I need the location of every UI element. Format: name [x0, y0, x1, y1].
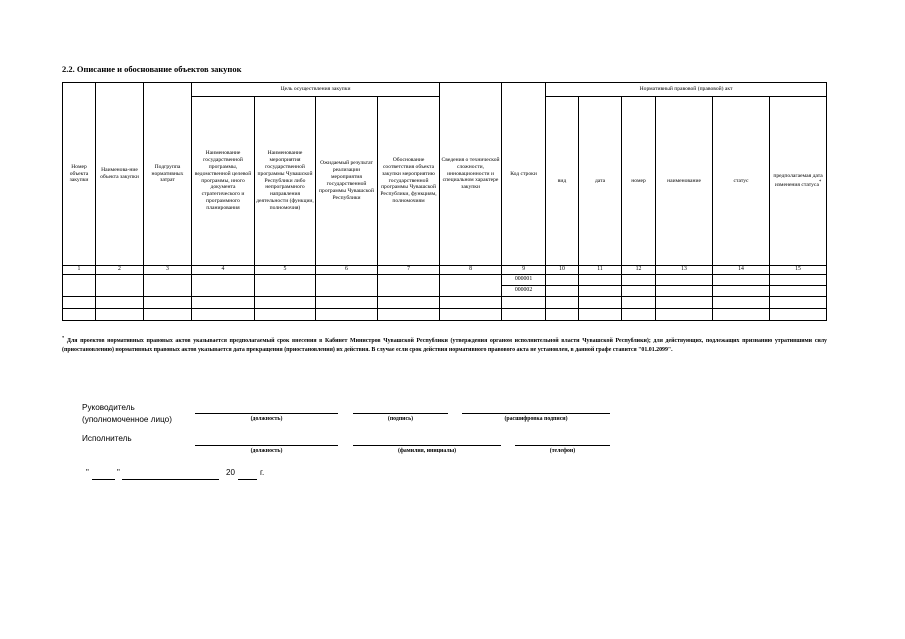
table-cell[interactable]: [63, 297, 96, 309]
table-cell[interactable]: [192, 297, 255, 309]
executor-label: Исполнитель: [82, 434, 132, 443]
table-cell[interactable]: [144, 297, 192, 309]
table-cell[interactable]: [192, 309, 255, 321]
table-cell[interactable]: [546, 286, 579, 297]
head-sublabel: (уполномоченное лицо): [82, 415, 172, 424]
table-cell[interactable]: [378, 309, 440, 321]
table-cell[interactable]: [713, 309, 770, 321]
column-number: 12: [622, 266, 656, 275]
table-cell[interactable]: [96, 297, 144, 309]
column-number: 9: [502, 266, 546, 275]
table-cell[interactable]: [255, 297, 316, 309]
exec-position-line[interactable]: [195, 445, 338, 446]
header-complexity: Сведения о технической сложности, инновационности и специальном характере закупки: [440, 83, 502, 266]
date-open-quote: ": [86, 468, 89, 477]
table-cell[interactable]: [622, 309, 656, 321]
header-status-change-date: предполагаемая дата изменения статуса*: [770, 97, 827, 266]
table-cell[interactable]: [255, 309, 316, 321]
column-number: 11: [579, 266, 622, 275]
column-number: 1: [63, 266, 96, 275]
header-cost-subgroup: Подгруппа нормативных затрат: [144, 83, 192, 266]
table-cell[interactable]: [656, 297, 713, 309]
table-cell[interactable]: [713, 286, 770, 297]
table-cell[interactable]: [579, 286, 622, 297]
column-number: 10: [546, 266, 579, 275]
table-cell[interactable]: [192, 275, 255, 297]
table-cell[interactable]: [63, 309, 96, 321]
header-act-number: номер: [622, 97, 656, 266]
header-act-name: наименование: [656, 97, 713, 266]
table-cell[interactable]: [440, 309, 502, 321]
column-number: 6: [316, 266, 378, 275]
table-cell[interactable]: [622, 297, 656, 309]
column-number: 2: [96, 266, 144, 275]
table-cell[interactable]: [579, 275, 622, 286]
table-cell[interactable]: [316, 297, 378, 309]
date-year-prefix: 20: [226, 468, 235, 477]
row-code-cell: 000001: [502, 275, 546, 286]
table-cell[interactable]: [656, 275, 713, 286]
date-year-suffix: г.: [260, 468, 265, 477]
procurement-objects-table: [62, 82, 827, 321]
table-cell[interactable]: [656, 309, 713, 321]
table-row: [63, 309, 827, 321]
exec-phone-line[interactable]: [515, 445, 610, 446]
date-day-line[interactable]: [92, 479, 115, 480]
table-cell[interactable]: [656, 286, 713, 297]
header-object-number: Номер объекта закупки: [63, 83, 96, 266]
table-cell[interactable]: [502, 297, 546, 309]
table-cell[interactable]: [96, 309, 144, 321]
header-act-status: статус: [713, 97, 770, 266]
table-cell[interactable]: [316, 275, 378, 297]
header-act-group: Нормативный правовой (правовой) акт: [546, 83, 827, 97]
column-number: 3: [144, 266, 192, 275]
table-cell[interactable]: [144, 309, 192, 321]
column-number: 13: [656, 266, 713, 275]
table-cell[interactable]: [63, 275, 96, 297]
header-program-name: Наименование государственной программы, ведомственной целевой программы, иного документа стратегического и программного планирования: [192, 97, 255, 266]
header-expected-result: Ожидаемый результат реализации мероприятия государственной программы Чувашской Республики: [316, 97, 378, 266]
column-number: 14: [713, 266, 770, 275]
table-row: [63, 297, 827, 309]
table-row: [63, 275, 827, 286]
head-signature-caption: (подпись): [387, 416, 414, 422]
table-cell[interactable]: [579, 297, 622, 309]
column-number: 15: [770, 266, 827, 275]
header-act-kind: вид: [546, 97, 579, 266]
header-act-date: дата: [579, 97, 622, 266]
head-decoding-caption: (расшифровка подписи): [504, 416, 568, 422]
column-number: 8: [440, 266, 502, 275]
head-decoding-line[interactable]: [462, 413, 610, 414]
date-close-quote: ": [117, 468, 120, 477]
table-cell[interactable]: [770, 297, 827, 309]
table-cell[interactable]: [546, 309, 579, 321]
table-cell[interactable]: [255, 275, 316, 297]
table-cell[interactable]: [440, 275, 502, 297]
header-object-name: Наименова-ние объекта закупки: [96, 83, 144, 266]
exec-name-caption: (фамилия, инициалы): [397, 448, 457, 454]
head-position-line[interactable]: [195, 413, 338, 414]
footnote-marker: *: [62, 335, 65, 340]
table-cell[interactable]: [770, 275, 827, 286]
date-month-line[interactable]: [122, 479, 219, 480]
header-row-code: Код строки: [502, 83, 546, 266]
table-cell[interactable]: [770, 286, 827, 297]
table-cell[interactable]: [713, 275, 770, 286]
table-cell[interactable]: [316, 309, 378, 321]
footnote: [62, 335, 827, 354]
column-number: 4: [192, 266, 255, 275]
table-cell[interactable]: [96, 275, 144, 297]
header-event-name: Наименование мероприятия государственной программы Чувашской Республики либо непрограммного направления деятельности (функции, полномочия): [255, 97, 316, 266]
table-cell[interactable]: [622, 275, 656, 286]
table-cell[interactable]: [546, 275, 579, 286]
table-cell[interactable]: [713, 297, 770, 309]
section-title: 2.2. Описание и обоснование объектов закупок: [62, 64, 242, 74]
row-code-cell: 000002: [502, 286, 546, 297]
table-cell[interactable]: [622, 286, 656, 297]
table-cell[interactable]: [546, 297, 579, 309]
exec-position-caption: (должность): [250, 448, 283, 454]
table-cell[interactable]: [770, 309, 827, 321]
head-position-caption: (должность): [250, 416, 283, 422]
exec-phone-caption: (телефон): [549, 448, 576, 454]
date-year-line[interactable]: [238, 479, 257, 480]
exec-name-line[interactable]: [353, 445, 501, 446]
header-goal-group: Цель осуществления закупки: [192, 83, 440, 97]
table-cell[interactable]: [144, 275, 192, 297]
table-cell[interactable]: [440, 297, 502, 309]
head-signature-line[interactable]: [353, 413, 448, 414]
table-cell[interactable]: [579, 309, 622, 321]
column-number: 7: [378, 266, 440, 275]
table-cell[interactable]: [378, 297, 440, 309]
head-label: Руководитель: [82, 403, 135, 412]
column-number: 5: [255, 266, 316, 275]
header-justification: Обоснование соответствия объекта закупки мероприятию государственной программы Чувашской Республики, функциям, полномочиям: [378, 97, 440, 266]
table-cell[interactable]: [502, 309, 546, 321]
footnote-marker: *: [818, 180, 822, 186]
table-cell[interactable]: [378, 275, 440, 297]
footnote-text: Для проектов нормативных правовых актов указывается предполагаемый срок внесения в Кабинет Министров Чувашской Республики (утверждения органом исполнительной власти Чувашской Республики); для действующих, подлежащих признанию утратившими силу (приостановлению) нормативных правовых актов указывается дата прекращения (приостановления) их действия. В случае если срок действия нормативного правового акта не установлен, в данной графе ставится "01.01.2099".: [62, 337, 827, 353]
